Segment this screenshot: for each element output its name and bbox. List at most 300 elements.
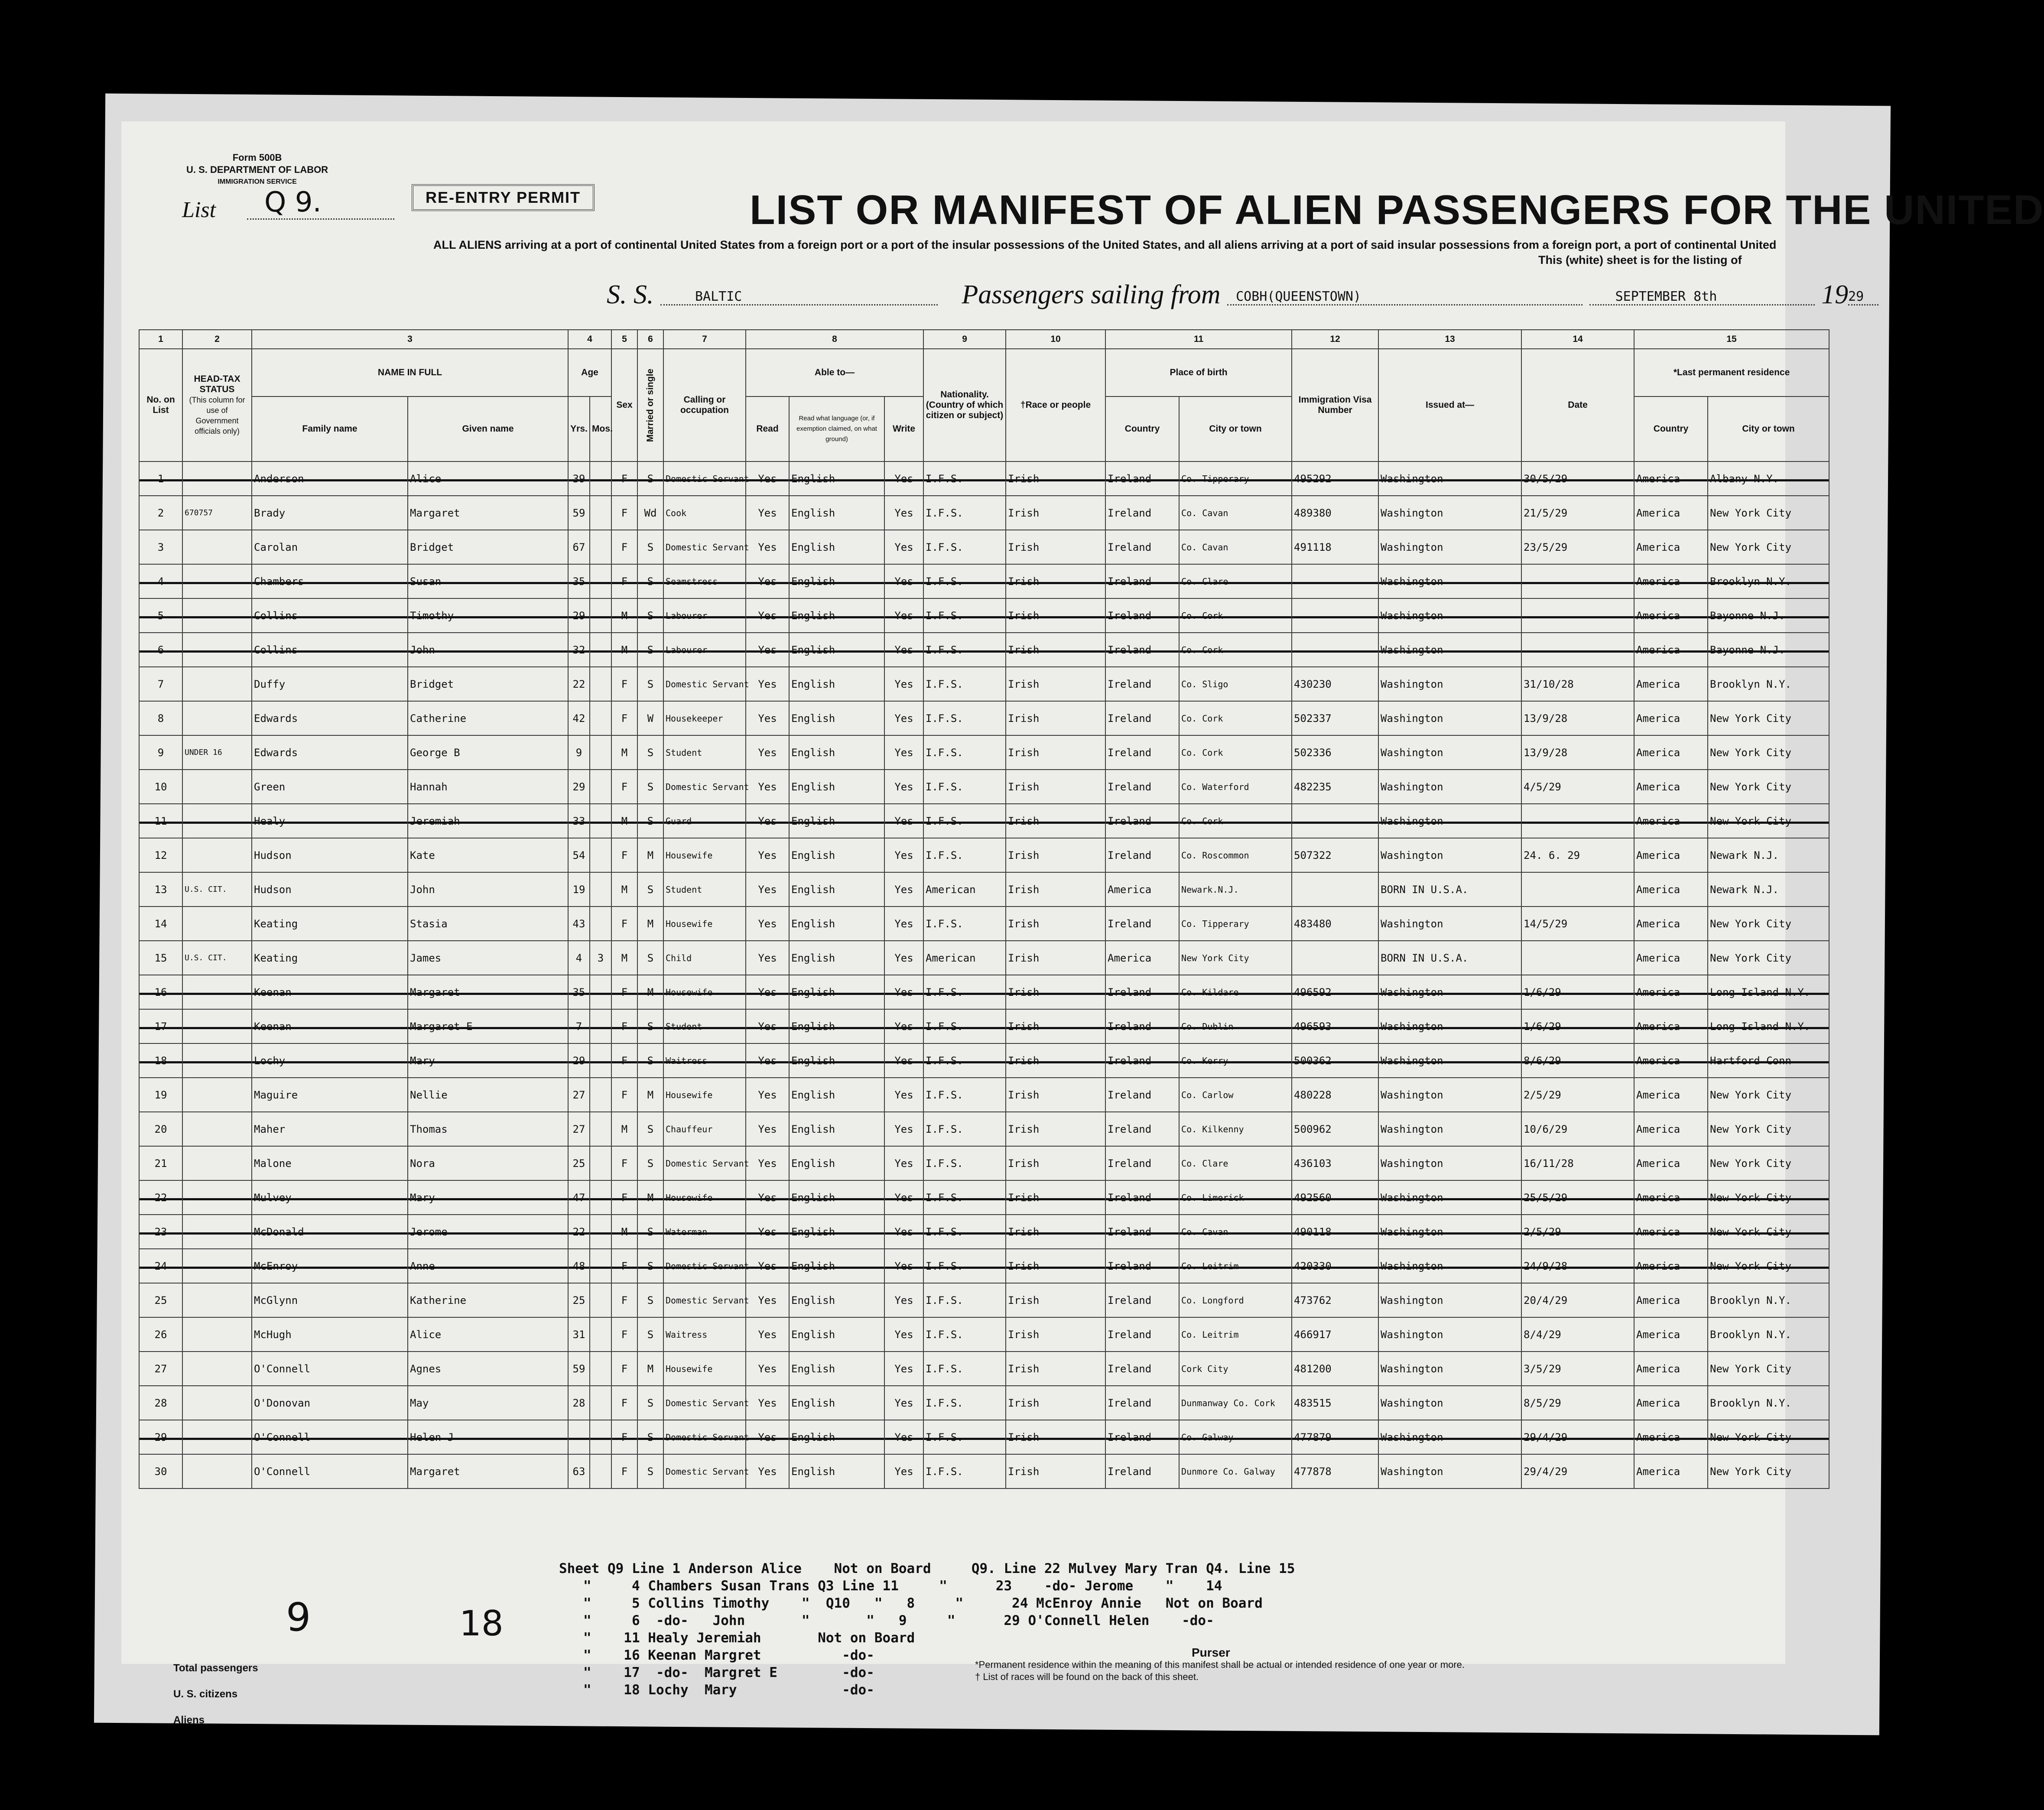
given-name: Mary [408, 1180, 568, 1215]
visa-issued-at: Washington [1378, 530, 1521, 564]
margin-handwritten-number: 9 [286, 1595, 311, 1640]
age-months [590, 1180, 611, 1215]
marital-status: W [637, 701, 663, 735]
head-tax-status [182, 1180, 252, 1215]
row-number: 27 [139, 1352, 182, 1386]
sex: F [611, 1009, 637, 1043]
occupation: Domestic Servant [663, 667, 746, 701]
given-name: Mary [408, 1043, 568, 1078]
head-tax-status: U.S. CIT. [182, 872, 252, 907]
table-row [139, 770, 1829, 804]
given-name: Margaret [408, 1454, 568, 1488]
can-write: Yes [884, 1215, 923, 1249]
read-language: English [789, 1283, 884, 1317]
given-name: George B [408, 735, 568, 770]
col-issued-at: Issued at— [1378, 349, 1521, 461]
table-row [139, 1112, 1829, 1146]
age-months [590, 461, 611, 496]
col-num: 3 [252, 330, 568, 349]
race: Irish [1006, 804, 1105, 838]
family-name: Collins [252, 598, 408, 633]
row-number: 11 [139, 804, 182, 838]
marital-status: M [637, 907, 663, 941]
col-nationality: Nationality. (Country of which citizen or subject) [923, 349, 1006, 461]
residence-country: America [1634, 1283, 1708, 1317]
read-language: English [789, 975, 884, 1009]
visa-issued-at: Washington [1378, 1009, 1521, 1043]
can-read: Yes [746, 1009, 789, 1043]
residence-city: New York City [1708, 1215, 1829, 1249]
read-language: English [789, 530, 884, 564]
can-write: Yes [884, 1283, 923, 1317]
read-language: English [789, 838, 884, 872]
row-number: 3 [139, 530, 182, 564]
residence-country: America [1634, 1078, 1708, 1112]
read-language: English [789, 1078, 884, 1112]
age-months: 3 [590, 941, 611, 975]
residence-city: Hartford Conn [1708, 1043, 1829, 1078]
visa-number: 496592 [1292, 975, 1378, 1009]
residence-country: America [1634, 1249, 1708, 1283]
nationality: I.F.S. [923, 1249, 1006, 1283]
row-number: 24 [139, 1249, 182, 1283]
residence-city: New York City [1708, 1180, 1829, 1215]
residence-city: New York City [1708, 530, 1829, 564]
residence-country: America [1634, 1215, 1708, 1249]
birth-country: Ireland [1105, 770, 1179, 804]
given-name: Stasia [408, 907, 568, 941]
age-months [590, 633, 611, 667]
residence-country: America [1634, 633, 1708, 667]
footnote-residence: *Permanent residence within the meaning of this manifest shall be actual or intended residence of one year or more. [975, 1659, 1465, 1670]
visa-date: 1/6/29 [1521, 1009, 1634, 1043]
visa-number: 482235 [1292, 770, 1378, 804]
residence-country: America [1634, 838, 1708, 872]
can-write: Yes [884, 667, 923, 701]
read-language: English [789, 804, 884, 838]
visa-number: 420330 [1292, 1249, 1378, 1283]
birth-country: America [1105, 941, 1179, 975]
table-row [139, 941, 1829, 975]
age-years: 47 [568, 1180, 590, 1215]
read-language: English [789, 735, 884, 770]
given-name: Katherine [408, 1283, 568, 1317]
visa-number: 500362 [1292, 1043, 1378, 1078]
col-write: Write [884, 396, 923, 461]
family-name: Lochy [252, 1043, 408, 1078]
occupation: Domestic Servant [663, 461, 746, 496]
nationality: I.F.S. [923, 1317, 1006, 1352]
table-row [139, 530, 1829, 564]
nationality: I.F.S. [923, 1112, 1006, 1146]
footnotes [975, 1647, 1465, 1683]
residence-country: America [1634, 667, 1708, 701]
race: Irish [1006, 735, 1105, 770]
visa-issued-at: BORN IN U.S.A. [1378, 872, 1521, 907]
can-write: Yes [884, 872, 923, 907]
nationality: I.F.S. [923, 1009, 1006, 1043]
can-read: Yes [746, 1112, 789, 1146]
occupation: Labourer [663, 598, 746, 633]
can-read: Yes [746, 1283, 789, 1317]
residence-city: Brooklyn N.Y. [1708, 1386, 1829, 1420]
can-write: Yes [884, 975, 923, 1009]
visa-date: 16/11/28 [1521, 1146, 1634, 1180]
col-calling: Calling or occupation [663, 349, 746, 461]
marital-status: S [637, 1009, 663, 1043]
given-name: Helen J [408, 1420, 568, 1454]
age-years: 33 [568, 804, 590, 838]
residence-city: New York City [1708, 1112, 1829, 1146]
nationality: I.F.S. [923, 907, 1006, 941]
given-name: Margaret E [408, 1009, 568, 1043]
birth-city: Co. Cavan [1179, 496, 1292, 530]
visa-number [1292, 804, 1378, 838]
occupation: Housekeeper [663, 701, 746, 735]
col-last-residence: *Last permanent residence [1634, 349, 1829, 396]
residence-country: America [1634, 530, 1708, 564]
family-name: O'Connell [252, 1420, 408, 1454]
row-number: 30 [139, 1454, 182, 1488]
birth-city: Newark.N.J. [1179, 872, 1292, 907]
can-write: Yes [884, 461, 923, 496]
birth-city: Co. Cork [1179, 804, 1292, 838]
birth-city: Co. Cork [1179, 735, 1292, 770]
race: Irish [1006, 1352, 1105, 1386]
table-row [139, 1454, 1829, 1488]
residence-country: America [1634, 770, 1708, 804]
occupation: Seamstress [663, 564, 746, 598]
read-language: English [789, 1009, 884, 1043]
nationality: I.F.S. [923, 770, 1006, 804]
sheet-transfer-notes: Sheet Q9 Line 1 Anderson Alice Not on Board Q9. Line 22 Mulvey Mary Tran Q4. Line 15 " 4 Chambers Susan Trans Q3 Line 11 " 23 -do- Jerome " 14 " 5 Collins Timothy " Q10 " 8 " 24 McEnroy Annie Not on Board " 6 -do- John " " 9 " 29 O'Connell Helen -do- " 11 Healy Jeremiah Not on Board " 16 Keenan Margret -do- " 17 -do- Margret E -do- " 18 Lochy Mary -do- [559, 1561, 1295, 1698]
head-tax-status [182, 804, 252, 838]
table-row [139, 1352, 1829, 1386]
residence-city: Brooklyn N.Y. [1708, 1317, 1829, 1352]
marital-status: M [637, 1180, 663, 1215]
read-language: English [789, 1146, 884, 1180]
can-read: Yes [746, 1180, 789, 1215]
read-language: English [789, 1317, 884, 1352]
can-write: Yes [884, 701, 923, 735]
marital-status: Wd [637, 496, 663, 530]
visa-number: 483480 [1292, 907, 1378, 941]
birth-country: Ireland [1105, 1043, 1179, 1078]
residence-city: New York City [1708, 701, 1829, 735]
head-tax-status [182, 1283, 252, 1317]
can-read: Yes [746, 1249, 789, 1283]
residence-country: America [1634, 598, 1708, 633]
residence-country: America [1634, 941, 1708, 975]
sex: F [611, 1043, 637, 1078]
occupation: Waterman [663, 1215, 746, 1249]
occupation: Chauffeur [663, 1112, 746, 1146]
occupation: Waitress [663, 1317, 746, 1352]
form-number: Form 500B [232, 152, 282, 163]
family-name: McDonald [252, 1215, 408, 1249]
residence-country: America [1634, 1009, 1708, 1043]
sex: M [611, 804, 637, 838]
family-name: McHugh [252, 1317, 408, 1352]
visa-date: 23/5/29 [1521, 530, 1634, 564]
can-write: Yes [884, 598, 923, 633]
visa-issued-at: Washington [1378, 1454, 1521, 1488]
list-label: List [182, 198, 216, 222]
birth-city: Co. Cavan [1179, 1215, 1292, 1249]
visa-number [1292, 633, 1378, 667]
col-num: 13 [1378, 330, 1521, 349]
table-row [139, 975, 1829, 1009]
residence-city: New York City [1708, 804, 1829, 838]
given-name: Anne [408, 1249, 568, 1283]
age-months [590, 838, 611, 872]
read-language: English [789, 1420, 884, 1454]
head-tax-status [182, 1009, 252, 1043]
can-read: Yes [746, 735, 789, 770]
row-number: 8 [139, 701, 182, 735]
residence-country: America [1634, 907, 1708, 941]
row-number: 17 [139, 1009, 182, 1043]
head-tax-status [182, 907, 252, 941]
table-row [139, 907, 1829, 941]
family-name: Carolan [252, 530, 408, 564]
visa-number: 430230 [1292, 667, 1378, 701]
row-number: 6 [139, 633, 182, 667]
col-family-name: Family name [252, 396, 408, 461]
visa-date: 24. 6. 29 [1521, 838, 1634, 872]
visa-issued-at: Washington [1378, 1180, 1521, 1215]
residence-country: America [1634, 461, 1708, 496]
sex: M [611, 1112, 637, 1146]
aliens-label: Aliens [173, 1714, 205, 1726]
occupation: Housewife [663, 1078, 746, 1112]
service-name: IMMIGRATION SERVICE [218, 178, 297, 185]
residence-country: America [1634, 872, 1708, 907]
marital-status: S [637, 1386, 663, 1420]
sex: M [611, 872, 637, 907]
sex: F [611, 701, 637, 735]
birth-city: Co. Longford [1179, 1283, 1292, 1317]
residence-city: Albany N.Y. [1708, 461, 1829, 496]
age-months [590, 907, 611, 941]
col-num: 7 [663, 330, 746, 349]
can-read: Yes [746, 564, 789, 598]
visa-number: 477879 [1292, 1420, 1378, 1454]
visa-number: 477878 [1292, 1454, 1378, 1488]
marital-status: S [637, 530, 663, 564]
residence-city: Long Island N.Y. [1708, 1009, 1829, 1043]
can-read: Yes [746, 461, 789, 496]
marital-status: S [637, 598, 663, 633]
visa-date [1521, 564, 1634, 598]
col-place-of-birth: Place of birth [1105, 349, 1292, 396]
birth-country: Ireland [1105, 838, 1179, 872]
family-name: Duffy [252, 667, 408, 701]
occupation: Domestic Servant [663, 1454, 746, 1488]
sex: F [611, 1386, 637, 1420]
nationality: I.F.S. [923, 804, 1006, 838]
can-read: Yes [746, 701, 789, 735]
age-years: 25 [568, 1146, 590, 1180]
given-name: Timothy [408, 598, 568, 633]
given-name: John [408, 872, 568, 907]
nationality: I.F.S. [923, 667, 1006, 701]
visa-number [1292, 872, 1378, 907]
visa-issued-at: Washington [1378, 1043, 1521, 1078]
visa-number: 491118 [1292, 530, 1378, 564]
read-language: English [789, 941, 884, 975]
head-tax-status [182, 975, 252, 1009]
nationality: I.F.S. [923, 838, 1006, 872]
table-row [139, 1283, 1829, 1317]
list-number: Q 9. [247, 186, 394, 220]
race: Irish [1006, 770, 1105, 804]
age-years: 42 [568, 701, 590, 735]
sex: F [611, 1352, 637, 1386]
head-tax-status: UNDER 16 [182, 735, 252, 770]
birth-country: Ireland [1105, 1317, 1179, 1352]
us-citizens-label: U. S. citizens [173, 1688, 238, 1700]
table-row [139, 496, 1829, 530]
visa-issued-at: Washington [1378, 633, 1521, 667]
age-months [590, 1215, 611, 1249]
head-tax-status: 670757 [182, 496, 252, 530]
nationality: American [923, 872, 1006, 907]
age-years: 9 [568, 735, 590, 770]
can-read: Yes [746, 530, 789, 564]
family-name: O'Donovan [252, 1386, 408, 1420]
given-name: Jerome [408, 1215, 568, 1249]
visa-date: 24/9/28 [1521, 1249, 1634, 1283]
residence-country: America [1634, 1454, 1708, 1488]
age-months [590, 496, 611, 530]
head-tax-status [182, 1043, 252, 1078]
age-months [590, 1352, 611, 1386]
family-name: Keenan [252, 1009, 408, 1043]
birth-city: Co. Galway [1179, 1420, 1292, 1454]
family-name: McGlynn [252, 1283, 408, 1317]
age-years: 7 [568, 1009, 590, 1043]
sex: F [611, 1317, 637, 1352]
visa-number: 481200 [1292, 1352, 1378, 1386]
marital-status: S [637, 564, 663, 598]
can-read: Yes [746, 1420, 789, 1454]
birth-country: Ireland [1105, 1454, 1179, 1488]
sailing-label: Passengers sailing from [962, 280, 1221, 309]
residence-city: Brooklyn N.Y. [1708, 1283, 1829, 1317]
page-title: LIST OR MANIFEST OF ALIEN PASSENGERS FOR THE UNITED [750, 187, 2044, 233]
race: Irish [1006, 1180, 1105, 1215]
nationality: I.F.S. [923, 1078, 1006, 1112]
age-years: 19 [568, 872, 590, 907]
given-name: Kate [408, 838, 568, 872]
head-tax-status [182, 1146, 252, 1180]
birth-city: Co. Leitrim [1179, 1249, 1292, 1283]
family-name: Brady [252, 496, 408, 530]
residence-city: Long Island N.Y. [1708, 975, 1829, 1009]
row-number: 2 [139, 496, 182, 530]
row-number: 4 [139, 564, 182, 598]
sex: F [611, 1078, 637, 1112]
age-years: 63 [568, 1454, 590, 1488]
race: Irish [1006, 667, 1105, 701]
race: Irish [1006, 1078, 1105, 1112]
birth-city: Co. Waterford [1179, 770, 1292, 804]
visa-issued-at: Washington [1378, 1386, 1521, 1420]
can-read: Yes [746, 1386, 789, 1420]
visa-issued-at: Washington [1378, 838, 1521, 872]
can-write: Yes [884, 1043, 923, 1078]
can-read: Yes [746, 1043, 789, 1078]
birth-city: Co. Kilkenny [1179, 1112, 1292, 1146]
occupation: Housewife [663, 1180, 746, 1215]
nationality: I.F.S. [923, 564, 1006, 598]
header-row-1 [139, 349, 1829, 396]
residence-country: America [1634, 1180, 1708, 1215]
birth-country: Ireland [1105, 907, 1179, 941]
visa-date: 8/4/29 [1521, 1317, 1634, 1352]
can-write: Yes [884, 1317, 923, 1352]
col-able-to: Able to— [746, 349, 923, 396]
read-language: English [789, 1352, 884, 1386]
visa-date: 14/5/29 [1521, 907, 1634, 941]
row-number: 7 [139, 667, 182, 701]
family-name: O'Connell [252, 1352, 408, 1386]
col-read-language: Read what language (or, if exemption claimed, on what ground) [789, 396, 884, 461]
occupation: Domestic Servant [663, 530, 746, 564]
read-language: English [789, 1043, 884, 1078]
birth-city: Co. Cork [1179, 701, 1292, 735]
occupation: Housewife [663, 1352, 746, 1386]
head-tax-status [182, 1078, 252, 1112]
marital-status: S [637, 1249, 663, 1283]
race: Irish [1006, 1454, 1105, 1488]
visa-date: 10/6/29 [1521, 1112, 1634, 1146]
table-row [139, 1146, 1829, 1180]
can-write: Yes [884, 1249, 923, 1283]
read-language: English [789, 1386, 884, 1420]
given-name: Bridget [408, 530, 568, 564]
row-number: 29 [139, 1420, 182, 1454]
residence-country: America [1634, 1146, 1708, 1180]
visa-issued-at: Washington [1378, 770, 1521, 804]
birth-country: Ireland [1105, 701, 1179, 735]
totals-block [173, 1655, 258, 1733]
read-language: English [789, 633, 884, 667]
birth-country: Ireland [1105, 1352, 1179, 1386]
age-months [590, 667, 611, 701]
birth-city: Co. Clare [1179, 564, 1292, 598]
can-write: Yes [884, 770, 923, 804]
row-number: 15 [139, 941, 182, 975]
age-years: 29 [568, 1043, 590, 1078]
family-name: Malone [252, 1146, 408, 1180]
marital-status: S [637, 633, 663, 667]
can-write: Yes [884, 838, 923, 872]
given-name: May [408, 1386, 568, 1420]
title-subtitle: ALL ALIENS arriving at a port of continental United States from a foreign port or a port of the insular possessions of the United States, and all aliens arriving at a port of said insular possessions from a foreign port, a port of continental United [433, 238, 1777, 251]
race: Irish [1006, 633, 1105, 667]
age-months [590, 1078, 611, 1112]
birth-country: Ireland [1105, 461, 1179, 496]
age-months [590, 1043, 611, 1078]
head-tax-status [182, 1454, 252, 1488]
birth-country: Ireland [1105, 1215, 1179, 1249]
head-tax-status [182, 770, 252, 804]
read-language: English [789, 1112, 884, 1146]
birth-country: Ireland [1105, 1146, 1179, 1180]
age-years: 29 [568, 598, 590, 633]
